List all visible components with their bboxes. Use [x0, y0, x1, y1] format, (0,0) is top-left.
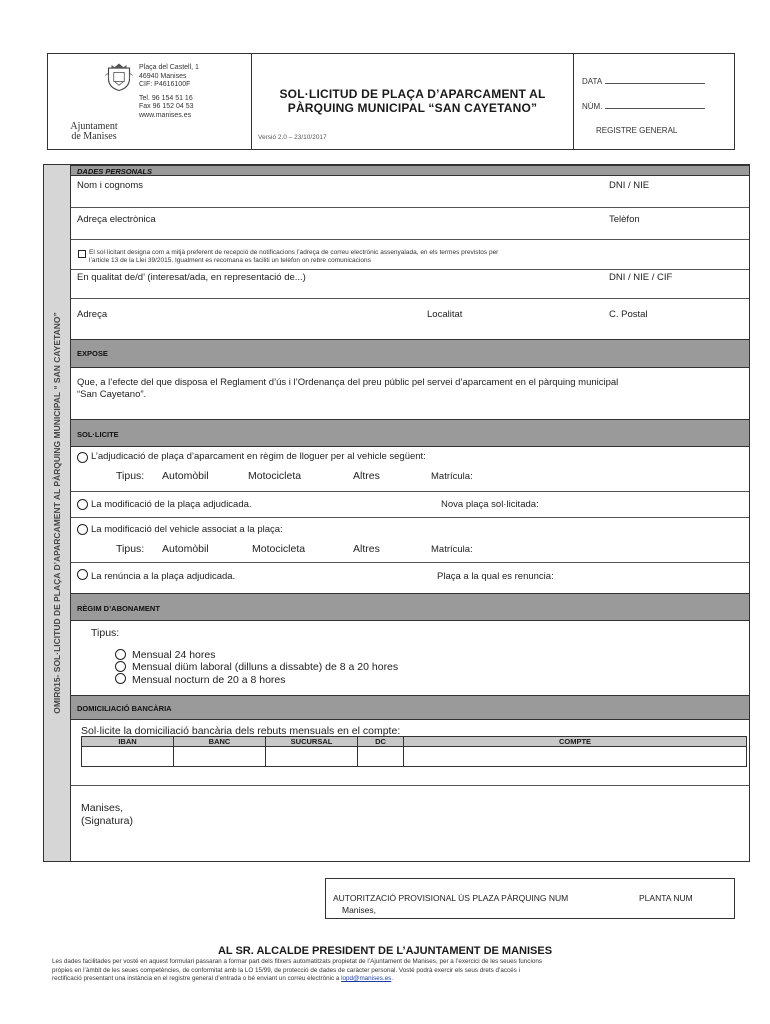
- vehicle-type-other[interactable]: Altres: [353, 543, 380, 555]
- option-modify-space-label: La modificació de la plaça adjudicada.: [91, 499, 252, 510]
- bank-account-table: [81, 736, 747, 767]
- signature-place: Manises,: [81, 802, 124, 814]
- section-title: EXPOSE: [77, 349, 108, 358]
- account-input[interactable]: [404, 747, 747, 767]
- bank-input[interactable]: [174, 747, 266, 767]
- document-header: [47, 53, 735, 150]
- subscription-24h-radio[interactable]: [115, 649, 126, 660]
- table-header-row: [82, 737, 747, 747]
- option-waiver-label: La renúncia a la plaça adjudicada.: [91, 571, 236, 582]
- plate-field[interactable]: Matrícula:: [431, 544, 473, 555]
- locality-field[interactable]: Localitat: [427, 309, 463, 320]
- date-field[interactable]: DATA: [582, 77, 705, 86]
- request-form: [43, 164, 750, 862]
- option-allocation-label: L’adjudicació de plaça d’aparcament en règim de lloguer per al vehicle següent:: [91, 451, 426, 462]
- section-title: DOMICILIACIÓ BANCÀRIA: [77, 704, 172, 713]
- representation-field[interactable]: En qualitat de/d’ (interesat/ada, en representació de...): [77, 272, 306, 283]
- authorization-text: AUTORITZACIÓ PROVISIONAL ÚS PLAZA PÀRQUING NUM: [333, 893, 569, 903]
- number-field[interactable]: NÚM.: [582, 102, 705, 111]
- plate-field[interactable]: Matrícula:: [431, 471, 473, 482]
- vehicle-type-car[interactable]: Automòbil: [162, 470, 209, 482]
- signature-field[interactable]: (Signatura): [81, 815, 133, 827]
- side-label: OMIR015- SOL·LICITUD DE PLAÇA D’APARCAMENT AL PÀRQUING MUNICIPAL “ SAN CAYETANO”: [52, 312, 62, 714]
- address-line-2: 46940 Manises: [139, 72, 187, 80]
- branch-input[interactable]: [266, 747, 358, 767]
- cif: CIF: P4616100F: [139, 81, 191, 88]
- title-line-2: PÀRQUING MUNICIPAL “SAN CAYETANO”: [287, 101, 538, 115]
- subscription-night-label: Mensual nocturn de 20 a 8 hores: [132, 674, 286, 686]
- vehicle-type-label: Tipus:: [116, 543, 145, 555]
- version-label: Versió 2.0 – 23/10/2017: [258, 134, 327, 141]
- expose-text-line-1: Que, a l’efecte del que disposa el Reglament d’ús i l’Ordenança del preu públic pel servei d’aparcament en el pàrquing municipal: [77, 377, 619, 388]
- vehicle-type-motorcycle[interactable]: Motocicleta: [248, 470, 302, 482]
- section-header-bank: [71, 695, 749, 720]
- title-box: [251, 54, 574, 149]
- new-space-field[interactable]: Nova plaça sol·licitada:: [441, 499, 539, 510]
- document-title: [252, 87, 573, 115]
- section-header-expose: [71, 339, 749, 368]
- section-header-subscription: [71, 593, 749, 621]
- data-protection-notice: Les dades facilitades per vosté en aquest formulari passaran a formar part dels fitxers automatitzats propietat de l’Ajuntament de Manises, per a l’exercici de les seues funcions pròpies en l’àmbit de les seues competències, de conformitat amb la LO 15/99, de protecció de dades de caràcter personal. Vosté podrà exercir els seus drets d’accés i rectificació presentant una instància en el registre general d’entrada o bé enviant un correu electrònic a lopd@manises.es.: [52, 958, 543, 982]
- option-modify-vehicle-radio[interactable]: [77, 524, 88, 535]
- subscription-type-label: Tipus:: [91, 627, 120, 639]
- contact-info: [139, 64, 239, 120]
- addressee-title: AL SR. ALCALDE PRESIDENT DE L’AJUNTAMENT DE MANISES: [217, 945, 553, 957]
- name-field[interactable]: Nom i cognoms: [77, 180, 143, 191]
- subscription-daytime-radio[interactable]: [115, 661, 126, 672]
- section-header-personal-data: [71, 165, 749, 176]
- town-name: [54, 122, 134, 142]
- option-waiver-radio[interactable]: [77, 569, 88, 580]
- subscription-24h-label: Mensual 24 hores: [132, 649, 216, 661]
- dni-field[interactable]: DNI / NIE: [609, 180, 650, 191]
- vehicle-type-label: Tipus:: [116, 470, 145, 482]
- address-line-1: Plaça del Castell, 1: [139, 64, 199, 71]
- column-bank: BANC: [174, 737, 266, 747]
- address-field[interactable]: Adreça: [77, 309, 108, 320]
- fax: Fax 96 152 04 53: [139, 103, 194, 110]
- section-title: DADES PERSONALS: [77, 167, 153, 176]
- table-row: [82, 747, 747, 767]
- email-field[interactable]: Adreça electrònica: [77, 214, 156, 225]
- option-allocation-radio[interactable]: [77, 452, 88, 463]
- telephone: Tel. 96 154 51 16: [139, 94, 193, 102]
- expose-text-line-2: “San Cayetano”.: [77, 389, 147, 400]
- section-title: SOL·LICITE: [77, 430, 119, 439]
- subscription-night-radio[interactable]: [115, 673, 126, 684]
- website: www.manises.es: [139, 111, 192, 119]
- column-iban: IBAN: [82, 737, 174, 747]
- title-line-1: SOL·LICITUD DE PLAÇA D’APARCAMENT AL: [279, 87, 546, 101]
- vehicle-type-motorcycle[interactable]: Motocicleta: [252, 543, 306, 555]
- logo-area: [48, 54, 199, 149]
- section-title: RÈGIM D’ABONAMENT: [77, 604, 160, 613]
- phone-field[interactable]: Telèfon: [609, 214, 640, 225]
- column-account: COMPTE: [404, 737, 747, 747]
- town-name-line-1: Ajuntament: [70, 121, 118, 132]
- column-branch: SUCURSAL: [266, 737, 358, 747]
- floor-number-label: PLANTA NUM: [639, 893, 693, 903]
- side-strip: [44, 165, 71, 861]
- section-header-request: [71, 419, 749, 447]
- column-dc: DC: [358, 737, 404, 747]
- email-link[interactable]: lopd@manises.es: [341, 975, 392, 982]
- registry-box: [576, 54, 734, 149]
- waived-space-field[interactable]: Plaça a la qual es renuncia:: [437, 571, 554, 582]
- bank-direct-debit-text: Sol·licite la domiciliació bancària dels rebuts mensuals en el compte:: [81, 725, 401, 737]
- authorization-place: Manises,: [342, 905, 377, 915]
- vehicle-type-other[interactable]: Altres: [353, 470, 380, 482]
- subscription-daytime-label: Mensual diüm laboral (dilluns a dissabte) de 8 a 20 hores: [132, 661, 399, 673]
- coat-of-arms-icon: [104, 62, 134, 92]
- dc-input[interactable]: [358, 747, 404, 767]
- town-name-line-2: de Manises: [71, 131, 117, 142]
- form-body: [71, 165, 749, 861]
- postal-code-field[interactable]: C. Postal: [609, 309, 648, 320]
- authorization-box: [325, 878, 735, 919]
- notification-notice: El sol·licitant designa com a mitjà preferent de recepció de notificacions l’adreça de correu electrònic assenyalada, en els termes previstos per l’article 13 de la Llei 39/2015. Igualment es recomana es faciliti un telèfon on rebre comunicacions: [89, 249, 499, 264]
- iban-input[interactable]: [82, 747, 174, 767]
- option-modify-vehicle-label: La modificació del vehicle associat a la plaça:: [91, 524, 283, 535]
- vehicle-type-car[interactable]: Automòbil: [162, 543, 209, 555]
- dni-cif-field[interactable]: DNI / NIE / CIF: [609, 272, 673, 283]
- option-modify-space-radio[interactable]: [77, 499, 88, 510]
- registry-label: REGISTRE GENERAL: [596, 126, 678, 135]
